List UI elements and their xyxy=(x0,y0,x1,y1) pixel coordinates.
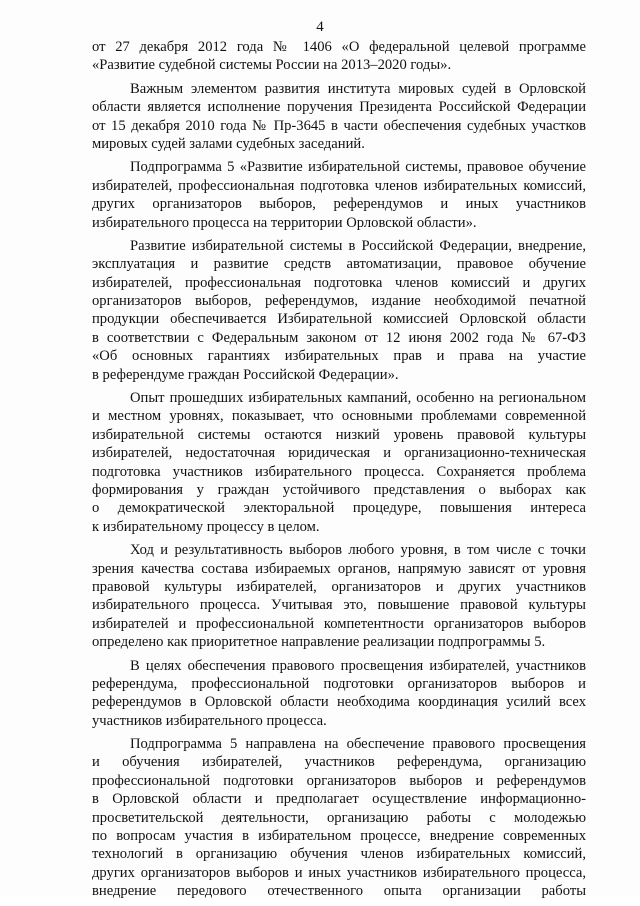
paragraph xyxy=(92,389,586,536)
text-line: избирательной системы остаются низкий уровень правовой культуры xyxy=(92,426,586,443)
text-line: подготовка участников избирательного процесса. Сохраняется проблема xyxy=(92,463,586,480)
paragraph xyxy=(92,80,586,154)
text-line: В целях обеспечения правового просвещения избирателей, участников xyxy=(130,657,586,674)
text-line: референдумов в Орловской области необходима координация усилий всех xyxy=(92,694,586,711)
page-number: 4 xyxy=(316,19,324,35)
text-line: области является исполнение поручения Президента Российской Федерации xyxy=(92,99,586,116)
text-line: технологий в организацию обучения членов избирательных комиссий, xyxy=(92,846,586,863)
text-line: от 15 декабря 2010 года № Пр-3645 в части обеспечения судебных участков xyxy=(92,117,586,134)
text-line: профессиональной подготовки организаторов выборов и референдумов xyxy=(92,772,586,789)
document-body xyxy=(92,38,586,906)
text-line: эксплуатация и развитие средств автоматизации, правовое обучение xyxy=(92,256,586,273)
text-line: организаторов выборов, референдумов, издание необходимой печатной xyxy=(92,293,586,310)
text-line: избирателей и профессиональной компетентности организаторов выборов xyxy=(92,615,586,632)
text-line: к избирательному процессу в целом. xyxy=(92,518,320,535)
text-line: Опыт прошедших избирательных кампаний, особенно на региональном xyxy=(130,390,586,407)
text-line: других организаторов выборов, референдумов и иных участников xyxy=(92,196,586,213)
text-line: «Развитие судебной системы России на 2013–2020 годы». xyxy=(92,57,452,74)
paragraph xyxy=(92,237,586,384)
text-line: и местном уровнях, показывает, что основными проблемами современной xyxy=(92,408,586,425)
paragraph xyxy=(92,657,586,731)
text-line: продукции обеспечивается Избирательной комиссией Орловской области xyxy=(92,311,586,328)
text-line: в соответствии с Федеральным законом от 12 июня 2002 года № 67-ФЗ xyxy=(92,329,586,346)
paragraph xyxy=(92,158,586,232)
text-line: от 27 декабря 2012 года № 1406 «О федеральной целевой программе xyxy=(92,39,586,55)
text-line: «Об основных гарантиях избирательных прав и права на участие xyxy=(92,348,586,365)
text-line: Развитие избирательной системы в Российской Федерации, внедрение, xyxy=(130,237,586,254)
text-line: других организаторов выборов и иных участников избирательного процесса, xyxy=(92,864,586,881)
text-line: Подпрограмма 5 «Развитие избирательной системы, правовое обучение xyxy=(130,159,586,176)
text-line: в Орловской области и предполагает осуществление информационно- xyxy=(92,791,586,808)
text-line: участников избирательного процесса. xyxy=(92,712,327,729)
text-line: правовой культуры избирателей, организаторов и других участников xyxy=(92,578,586,595)
text-line: зрения качества состава избираемых органов, напрямую зависят от уровня xyxy=(92,560,586,577)
paragraph xyxy=(92,541,586,651)
text-line: по вопросам участия в избирательном процессе, внедрение современных xyxy=(92,828,586,845)
text-line: избирателей, профессиональная подготовка членов комиссий и других xyxy=(92,274,586,291)
text-line: просветительской деятельности, организацию работы с молодежью xyxy=(92,809,586,826)
text-line: определено как приоритетное направление реализации подпрограммы 5. xyxy=(92,634,546,651)
paragraph xyxy=(92,735,586,901)
text-line: о демократической электоральной процедуре, повышения интереса xyxy=(92,500,586,517)
text-line: внедрение передового отечественного опыта организации работы xyxy=(92,883,586,900)
text-line: мировых судей залами судебных заседаний. xyxy=(92,135,365,152)
text-line: избирателей, профессиональная подготовка членов избирательных комиссий, xyxy=(92,177,586,194)
text-line: избирательного процесса. Учитывая это, повышение правовой культуры xyxy=(92,597,586,614)
text-line: избирателей, недостаточная юридическая и организационно-техническая xyxy=(92,445,586,462)
text-line: референдума, профессиональной подготовки организаторов выборов и xyxy=(92,675,586,692)
text-line: в референдуме граждан Российской Федерации». xyxy=(92,366,399,383)
text-line: формирования у граждан устойчивого представления о выборах как xyxy=(92,481,586,498)
text-line: Подпрограмма 5 направлена на обеспечение правового просвещения xyxy=(130,736,586,753)
text-line: Важным элементом развития института мировых судей в Орловской xyxy=(130,80,586,97)
text-line: избирательного процесса на территории Орловской области». xyxy=(92,214,477,231)
paragraph xyxy=(92,38,586,75)
text-line: и обучения избирателей, участников референдума, организацию xyxy=(92,754,586,771)
text-line: Ход и результативность выборов любого уровня, в том числе с точки xyxy=(130,542,586,559)
